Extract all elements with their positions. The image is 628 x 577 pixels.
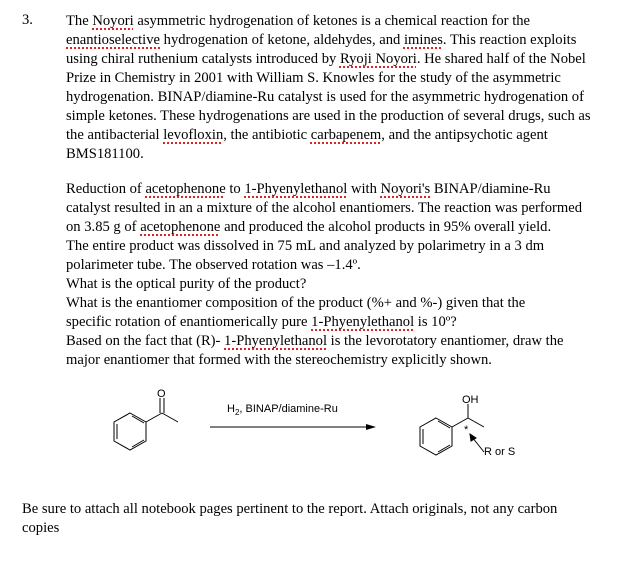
text-segment: is 10º? xyxy=(414,314,457,330)
footer-line: Be sure to attach all notebook pages pertinent to the report. Attach originals, not any carbon xyxy=(22,501,558,517)
text-segment: Reduction of xyxy=(66,181,146,197)
stereocenter-mark: * xyxy=(464,424,469,436)
text-segment: asymmetric hydrogenation of ketones is a chemical reaction for the xyxy=(133,13,531,29)
acetophenone-structure xyxy=(114,398,178,450)
question-number: 3. xyxy=(22,12,33,28)
text-segment: Based on the fact that (R)- xyxy=(66,333,225,349)
spellcheck-flagged-word: 1-Phyenylethanol xyxy=(224,333,327,349)
spellcheck-flagged-word: Noyori xyxy=(92,13,134,29)
text-segment: BMS181100. xyxy=(66,146,144,162)
footer-line: copies xyxy=(22,520,60,536)
text-segment: simple ketones. These hydrogenations are used in the production of several drugs, such as xyxy=(66,108,591,124)
spellcheck-flagged-word: 1-Phyenylethanol xyxy=(244,181,348,197)
text-segment: BINAP/diamine-Ru xyxy=(430,181,551,197)
spellcheck-flagged-word: levofloxin xyxy=(163,127,224,143)
text-segment: What is the enantiomer composition of the product (%+ and %-) given that the xyxy=(66,295,526,311)
text-segment: specific rotation of enantiomerically pure xyxy=(66,314,312,330)
spellcheck-flagged-word: Ryoji Noyori xyxy=(339,51,417,67)
hydroxyl-label: OH xyxy=(462,394,479,406)
text-segment: Prize in Chemistry in 2001 with William S. Knowles for the study of the asymmetric xyxy=(66,70,561,86)
footer-note xyxy=(22,500,622,538)
spellcheck-flagged-word: enantioselective xyxy=(66,32,161,48)
phenylethanol-structure xyxy=(420,404,484,455)
text-segment: hydrogenation of ketone, aldehydes, and xyxy=(160,32,404,48)
text-segment: , the antibiotic xyxy=(223,127,311,143)
text-segment: hydrogenation. BINAP/diamine-Ru catalyst is used for the asymmetric hydrogenation of xyxy=(66,89,584,105)
stereo-label: R or S xyxy=(484,446,516,458)
text-segment: on 3.85 g of xyxy=(66,219,141,235)
text-segment: The entire product was dissolved in 75 mL and analyzed by polarimetry in a 3 dm xyxy=(66,238,545,254)
spellcheck-flagged-word: acetophenone xyxy=(140,219,221,235)
spellcheck-flagged-word: carbapenem xyxy=(310,127,382,143)
text-segment: , and the antipsychotic agent xyxy=(381,127,548,143)
reagents-label: $H_2$, BINAP/diamine-Ru xyxy=(227,403,338,417)
text-segment: the antibacterial xyxy=(66,127,164,143)
text-segment: The xyxy=(66,13,93,29)
text-segment: and produced the alcohol products in 95% overall yield. xyxy=(220,219,552,235)
text-segment: What is the optical purity of the product? xyxy=(66,276,307,292)
text-segment: major enantiomer that formed with the stereochemistry explicitly shown. xyxy=(66,352,492,368)
spellcheck-flagged-word: Noyori's xyxy=(380,181,431,197)
text-segment: . He shared half of the Nobel xyxy=(416,51,586,67)
text-segment: catalyst resulted in an a mixture of the alcohol enantiomers. The reaction was performed xyxy=(66,200,582,216)
text-segment: is the levorotatory enantiomer, draw the xyxy=(327,333,564,349)
text-segment: using chiral ruthenium catalysts introduced by xyxy=(66,51,340,67)
text-segment: . This reaction exploits xyxy=(442,32,577,48)
reaction-arrow xyxy=(210,424,376,430)
carbonyl-oxygen-label: O xyxy=(157,388,166,400)
spellcheck-flagged-word: 1-Phyenylethanol xyxy=(311,314,415,330)
text-segment: with xyxy=(347,181,381,197)
text-segment: polarimeter tube. The observed rotation was –1.4º. xyxy=(66,257,361,273)
spellcheck-flagged-word: imines xyxy=(403,32,443,48)
text-segment: to xyxy=(225,181,245,197)
spellcheck-flagged-word: acetophenone xyxy=(145,181,226,197)
